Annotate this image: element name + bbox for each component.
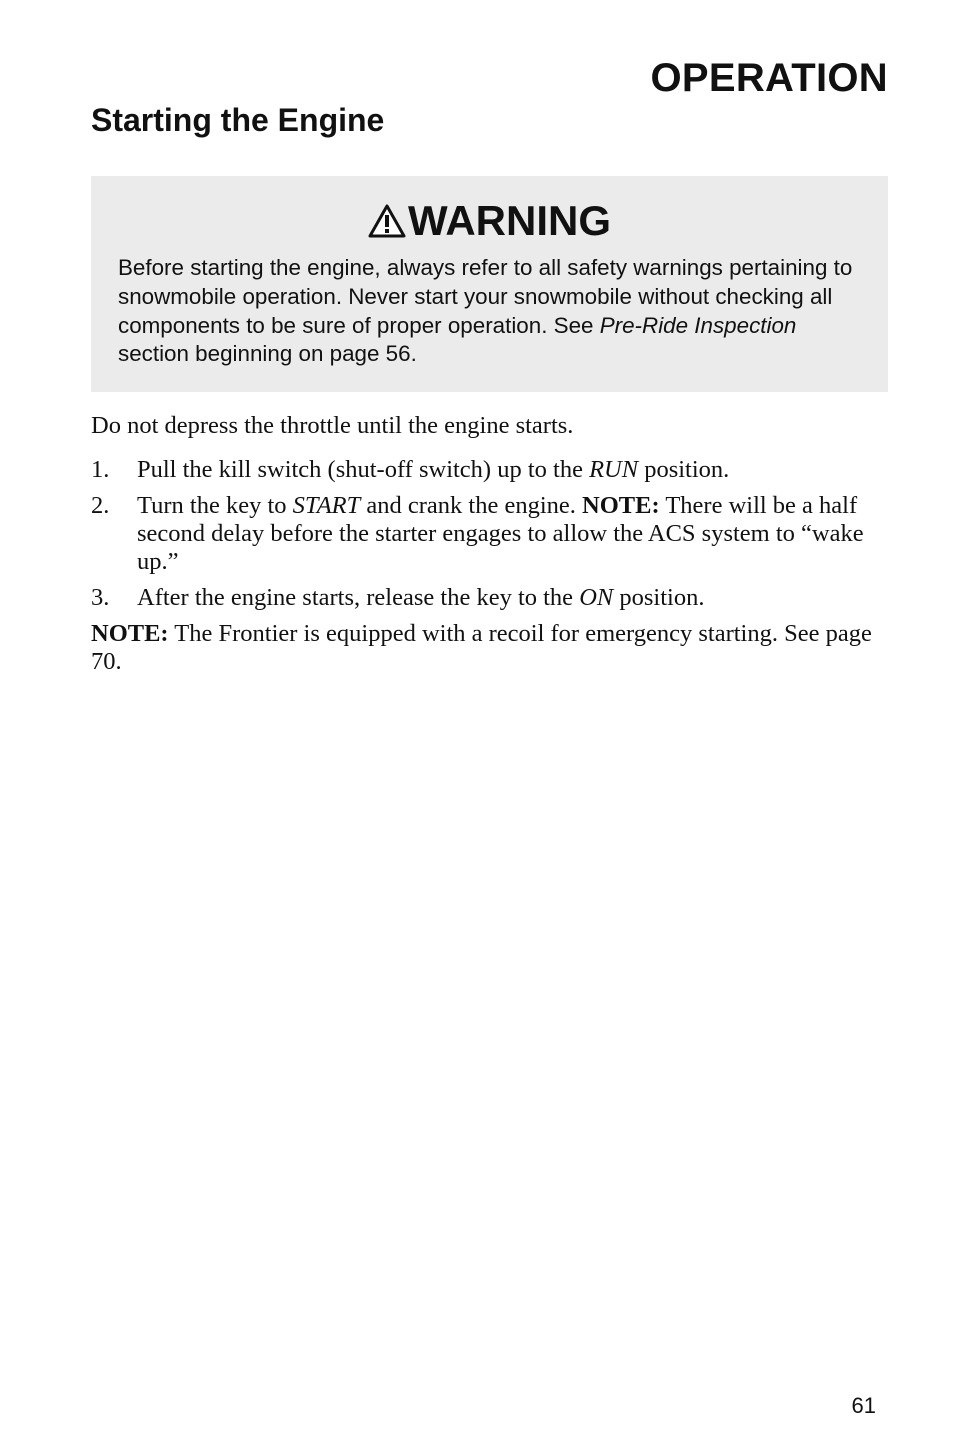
step-number: 3. [91, 584, 110, 611]
warning-triangle-icon [368, 204, 406, 238]
warning-body [118, 254, 868, 369]
note-text: The Frontier is equipped with a recoil for emergency starting. See page 70. [91, 620, 872, 675]
step-text: Turn the key to [137, 492, 293, 519]
step-number: 1. [91, 456, 110, 483]
page-title: Starting the Engine [91, 102, 385, 138]
step-text-end: position. [638, 456, 730, 483]
step-text-end: There will be a half second delay before the starter engages to allow the ACS system to “wake up.” [137, 492, 864, 575]
step-text-end: position. [613, 584, 705, 611]
warning-heading [91, 196, 888, 246]
warning-body-text: Before starting the engine, always refer to all safety warnings pertaining to snowmobile operation. Never start your snowmobile without checking all components to be sure of proper operation. See [118, 255, 853, 338]
note-label: NOTE: [91, 620, 169, 647]
warning-heading-text: WARNING [408, 197, 611, 244]
run-position-term: RUN [589, 456, 639, 483]
step-text-mid: and crank the engine. [360, 492, 583, 519]
on-position-term: ON [579, 584, 614, 611]
list-item [91, 456, 891, 484]
recoil-note [91, 620, 891, 676]
list-item [91, 492, 891, 576]
warning-box [91, 176, 888, 392]
warning-body-text-end: section beginning on page 56. [118, 341, 417, 367]
pre-ride-inspection-reference: Pre-Ride Inspection [599, 312, 797, 338]
note-label: NOTE: [582, 492, 660, 519]
start-position-term: START [292, 492, 361, 519]
step-text: After the engine starts, release the key to the [137, 584, 580, 611]
page-number: 61 [851, 1393, 876, 1418]
step-number: 2. [91, 492, 110, 519]
intro-paragraph: Do not depress the throttle until the engine starts. [91, 412, 574, 439]
start-steps-list [91, 456, 891, 620]
section-header: OPERATION [650, 56, 888, 100]
list-item [91, 584, 891, 612]
step-text: Pull the kill switch (shut-off switch) up to the [137, 456, 590, 483]
